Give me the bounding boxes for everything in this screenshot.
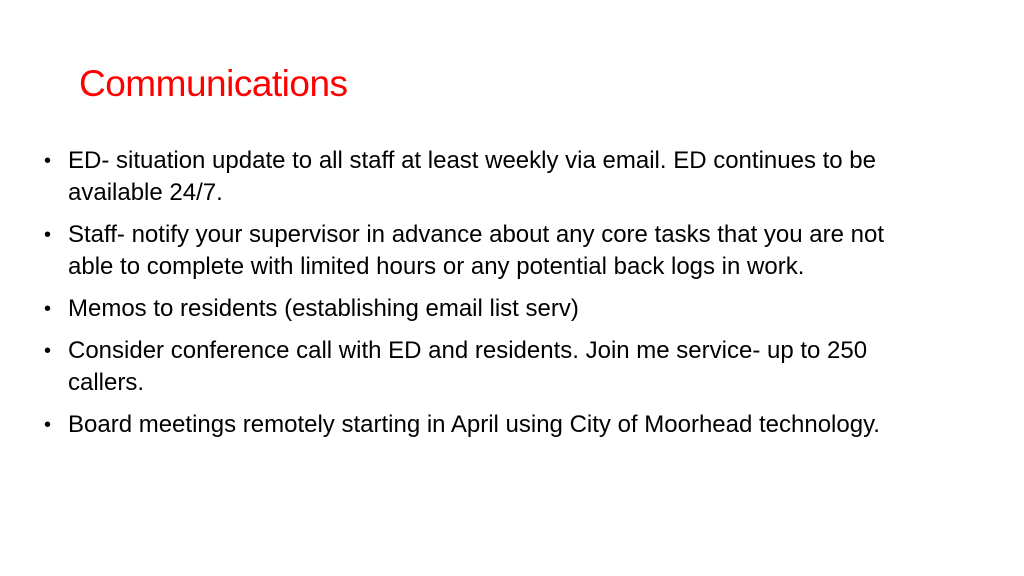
bullet-text: Memos to residents (establishing email list serv)	[68, 295, 579, 322]
bullet-text: Board meetings remotely starting in April using City of Moorhead technology.	[68, 411, 880, 438]
bullet-icon: •	[44, 298, 52, 320]
bullet-item	[44, 293, 934, 325]
bullet-list	[44, 145, 934, 451]
bullet-item	[44, 335, 934, 399]
bullet-text: Consider conference call with ED and residents. Join me service- up to 250 callers.	[68, 337, 868, 396]
slide-title: Communications	[79, 63, 348, 104]
bullet-icon: •	[44, 340, 52, 362]
bullet-text: Staff- notify your supervisor in advance about any core tasks that you are not able to complete with limited hours or any potential back logs in work.	[68, 221, 885, 280]
bullet-item	[44, 219, 934, 283]
bullet-icon: •	[44, 150, 52, 172]
bullet-icon: •	[44, 224, 52, 246]
bullet-icon: •	[44, 414, 52, 436]
bullet-item	[44, 145, 934, 209]
bullet-text: ED- situation update to all staff at least weekly via email. ED continues to be available 24/7.	[68, 147, 876, 206]
bullet-item	[44, 409, 934, 441]
